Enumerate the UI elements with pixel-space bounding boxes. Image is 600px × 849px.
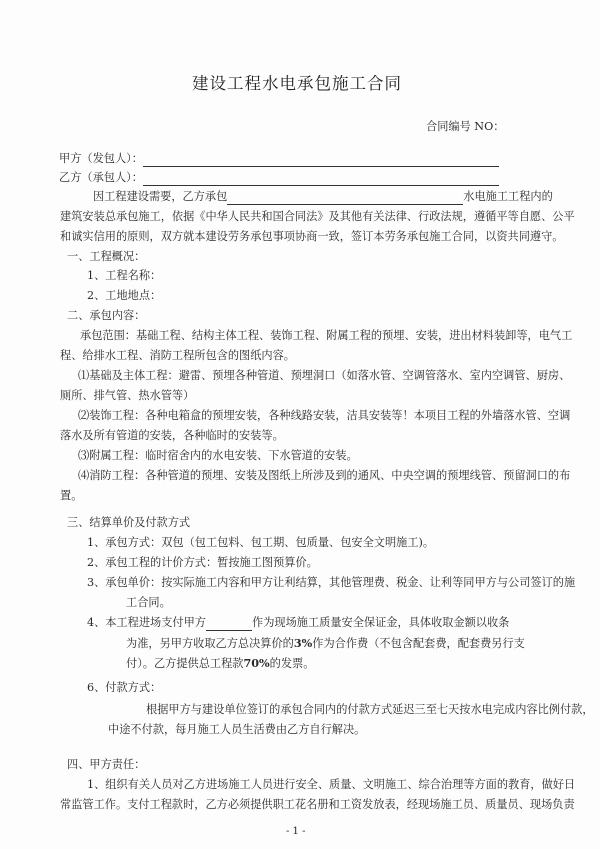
invoice-rate: 70% bbox=[243, 656, 270, 670]
section-2-heading: 二、承包内容： bbox=[67, 309, 146, 322]
scope-item-3: ⑶附属工程：临时宿舍内的水电安装、下水管道的安装。 bbox=[78, 449, 358, 462]
party-a-duty-line-2: 常监管工作。支付工程款时，乙方必须提供职工花名册和工资发放表，经现场施工员、质量员、现场负责 bbox=[60, 798, 575, 811]
party-b-label: 乙方（承包人）： bbox=[59, 171, 143, 184]
intro-line-2: 建筑安装总承包施工，依据《中华人民共和国合同法》及其他有关法律、行政法规，遵循平等自愿、公平 bbox=[60, 210, 575, 223]
party-a-line bbox=[59, 151, 499, 167]
party-b-blank bbox=[143, 173, 499, 186]
settlement-item-3a: 3、承包单价：按实际施工内容和甲方让利结算，其他管理费、税金、让利等同甲方与公司签订的施 bbox=[87, 576, 576, 589]
intro-line-1 bbox=[93, 189, 553, 205]
scope-line-2: 程、给排水工程、消防工程所包含的图纸内容。 bbox=[60, 349, 295, 362]
intro-text-a: 因工程建设需要，乙方承包 bbox=[93, 190, 228, 203]
invoice-text-b: 的发票。 bbox=[269, 657, 315, 670]
project-name-blank bbox=[227, 192, 463, 205]
fee-text-b: 作为合作费（不包含配套费，配套费另行支 bbox=[312, 637, 525, 650]
intro-text-b: 水电施工工程内的 bbox=[463, 190, 553, 203]
settlement-item-3b: 工合同。 bbox=[126, 596, 171, 609]
scope-item-1a: ⑴基础及主体工程：避雷、预埋各种管道、预埋洞口（如落水管、空调管落水、室内空调管、厨房、 bbox=[78, 369, 571, 382]
settlement-item-2: 2、承包工程的计价方式：暂按施工图预算价。 bbox=[87, 556, 318, 569]
intro-line-3: 和诚实信用的原则，双方就本建设劳务承包事项协商一致，签订本劳务承包施工合同，以资共同遵守。 bbox=[60, 230, 564, 243]
settlement-item-4c bbox=[126, 655, 314, 672]
scope-item-4b: 置。 bbox=[60, 489, 83, 502]
section-3-heading: 三、结算单价及付款方式 bbox=[67, 516, 191, 529]
page-number: - 1 - bbox=[286, 826, 306, 837]
project-site-label: 2、工地地点： bbox=[87, 289, 162, 302]
scope-line-1: 承包范围：基础工程、结构主体工程、装饰工程、附属工程的预埋、安装，进出材料装卸等，电气工 bbox=[80, 329, 573, 342]
settlement-item-4b bbox=[126, 635, 525, 652]
deposit-text-b: 作为现场施工质量安全保证金，具体收取金额以收条 bbox=[252, 616, 510, 629]
contract-number-label: 合同编号 NO： bbox=[426, 120, 505, 133]
scope-item-4a: ⑷消防工程：各种管道的预埋、安装及图纸上所涉及到的通风、中央空调的预埋线管、预留洞口的布 bbox=[78, 469, 571, 482]
scope-item-1b: 厕所、排气管、热水管等） bbox=[60, 389, 195, 402]
cooperation-fee-rate: 3% bbox=[293, 636, 313, 650]
deposit-text-a: 4、本工程进场支付甲方 bbox=[87, 616, 206, 629]
scope-item-2b: 落水及所有管道的安装，各种临时的安装等。 bbox=[60, 429, 284, 442]
page-title: 建设工程水电承包施工合同 bbox=[192, 74, 402, 93]
settlement-item-1: 1、承包方式：双包（包工包料、包工期、包质量、包安全文明施工)。 bbox=[87, 536, 435, 549]
payment-terms-line-2: 中途不付款，每月施工人员生活费由乙方自行解决。 bbox=[108, 723, 366, 736]
party-b-line bbox=[59, 170, 499, 186]
payment-terms-line-1: 根据甲方与建设单位签订的承包合同内的付款方式延迟三至七天按水电完成内容比例付款， bbox=[146, 703, 594, 716]
party-a-label: 甲方（发包人）： bbox=[59, 152, 143, 165]
deposit-amount-blank bbox=[206, 618, 252, 631]
section-1-heading: 一、工程概况： bbox=[67, 250, 146, 263]
fee-text-a: 为准，另甲方收取乙方总决算价的 bbox=[126, 637, 294, 650]
section-4-heading: 四、甲方责任： bbox=[67, 758, 146, 771]
invoice-text-a: 付）。乙方提供总工程款 bbox=[126, 657, 244, 670]
settlement-item-4a bbox=[87, 615, 509, 631]
payment-method-label: 6、付款方式： bbox=[87, 681, 162, 694]
party-a-blank bbox=[143, 154, 499, 167]
project-name-label: 1、工程名称： bbox=[87, 269, 162, 282]
scope-item-2a: ⑵装饰工程：各种电箱盒的预埋安装，各种线路安装，洁具安装等！本项目工程的外墙落水管、空调 bbox=[78, 409, 571, 422]
party-a-duty-line-1: 1、组织有关人员对乙方进场施工人员进行安全、质量、文明施工、综合治理等方面的教育，做好日 bbox=[87, 778, 576, 791]
